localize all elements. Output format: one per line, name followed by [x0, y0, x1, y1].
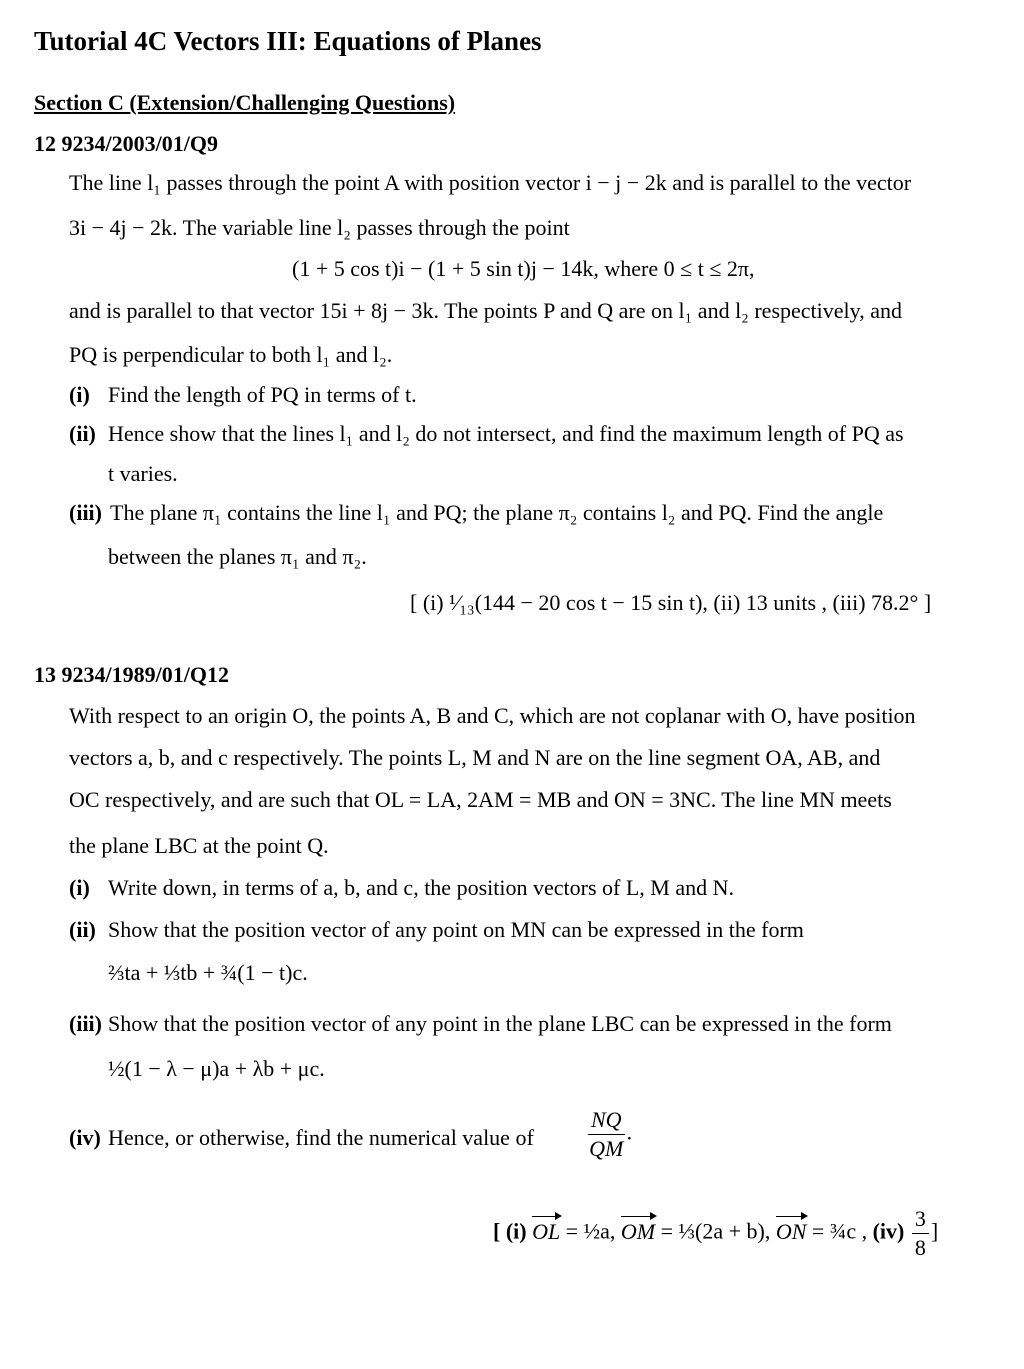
- q13-part-iv-text: Hence, or otherwise, find the numerical value of: [108, 1125, 534, 1150]
- q13-answer-prefix: [ (i): [493, 1218, 527, 1244]
- q13-part-ii-text: Show that the position vector of any point on MN can be expressed in the form: [108, 917, 804, 942]
- q12-intro-line-1: The line l₁ passes through the point A with position vector i − j − 2k and is parallel to the vector: [69, 170, 912, 195]
- vector-om: OM: [620, 1218, 656, 1244]
- ratio-denominator: QM: [589, 1136, 624, 1161]
- q13-part-iii-expression: ½(1 − λ − μ)a + λb + μc.: [108, 1056, 325, 1081]
- q13-answer: [493, 1205, 938, 1262]
- vector-om-value: = ⅓(2a + b),: [660, 1218, 771, 1244]
- q12-part-iii-text-cont: between the planes π₁ and π₂.: [108, 544, 367, 569]
- q12-answer: [ (i) ¹⁄₁₃(144 − 20 cos t − 15 sin t), (ii) 13 units , (iii) 78.2° ]: [410, 590, 932, 615]
- q13-part-ii-expression: ⅔ta + ⅓tb + ¾(1 − t)c.: [108, 960, 308, 985]
- answer-iv-denominator: 8: [914, 1235, 926, 1260]
- q13-part-iii-text: Show that the position vector of any point in the plane LBC can be expressed in the form: [108, 1011, 892, 1036]
- q12-part-ii-text: Hence show that the lines l₁ and l₂ do not intersect, and find the maximum length of PQ as: [108, 421, 904, 446]
- ratio-numerator: NQ: [588, 1106, 625, 1135]
- question-13-heading: 13 9234/1989/01/Q12: [34, 662, 229, 687]
- q13-intro-line-2: vectors a, b, and c respectively. The points L, M and N are on the line segment OA, AB, and: [69, 745, 881, 770]
- vector-on: ON: [775, 1218, 807, 1244]
- q12-centered-equation: (1 + 5 cos t)i − (1 + 5 sin t)j − 14k, where 0 ≤ t ≤ 2π,: [292, 256, 755, 281]
- vector-on-value: = ¾c ,: [811, 1218, 868, 1244]
- section-heading: Section C (Extension/Challenging Questions): [34, 90, 456, 115]
- q12-intro-line-3: and is parallel to that vector 15i + 8j − 3k. The points P and Q are on l₁ and l₂ respectively, and: [69, 298, 902, 323]
- q12-part-iii-text: The plane π₁ contains the line l₁ and PQ; the plane π₂ contains l₂ and PQ. Find the angle: [110, 500, 884, 525]
- q12-part-i-text: Find the length of PQ in terms of t.: [108, 382, 417, 407]
- q13-part-iv-label: (iv): [69, 1125, 101, 1150]
- question-12-heading: 12 9234/2003/01/Q9: [34, 131, 218, 156]
- q12-intro-line-4: PQ is perpendicular to both l₁ and l₂.: [69, 342, 393, 367]
- q13-part-iii-label: (iii): [69, 1011, 102, 1036]
- q12-intro-line-2: 3i − 4j − 2k. The variable line l₂ passes through the point: [69, 215, 570, 240]
- q13-part-i-label: (i): [69, 875, 90, 900]
- q13-intro-line-3: OC respectively, and are such that OL = LA, 2AM = MB and ON = 3NC. The line MN meets: [69, 787, 892, 812]
- q13-part-ii-label: (ii): [69, 917, 96, 942]
- q12-part-ii-text-cont: t varies.: [108, 461, 178, 486]
- q13-ratio-fraction: $\frac{NQ}{QM}$ .: [589, 1107, 633, 1161]
- vector-ol-value: = ½a,: [565, 1218, 616, 1244]
- vector-ol: OL: [532, 1218, 561, 1244]
- answer-iv-numerator: 3: [912, 1205, 929, 1234]
- q12-part-ii-label: (ii): [69, 421, 96, 446]
- q12-part-iii-label: (iii): [69, 500, 102, 525]
- q12-part-i-label: (i): [69, 382, 90, 407]
- q13-part-i-text: Write down, in terms of a, b, and c, the position vectors of L, M and N.: [108, 875, 734, 900]
- q13-intro-line-1: With respect to an origin O, the points A, B and C, which are not coplanar with O, have position: [69, 703, 916, 728]
- q13-answer-iv-label: (iv): [872, 1218, 905, 1244]
- q13-intro-line-4: the plane LBC at the point Q.: [69, 833, 329, 858]
- page-title: Tutorial 4C Vectors III: Equations of Planes: [34, 26, 542, 56]
- q13-answer-close: ]: [930, 1218, 939, 1244]
